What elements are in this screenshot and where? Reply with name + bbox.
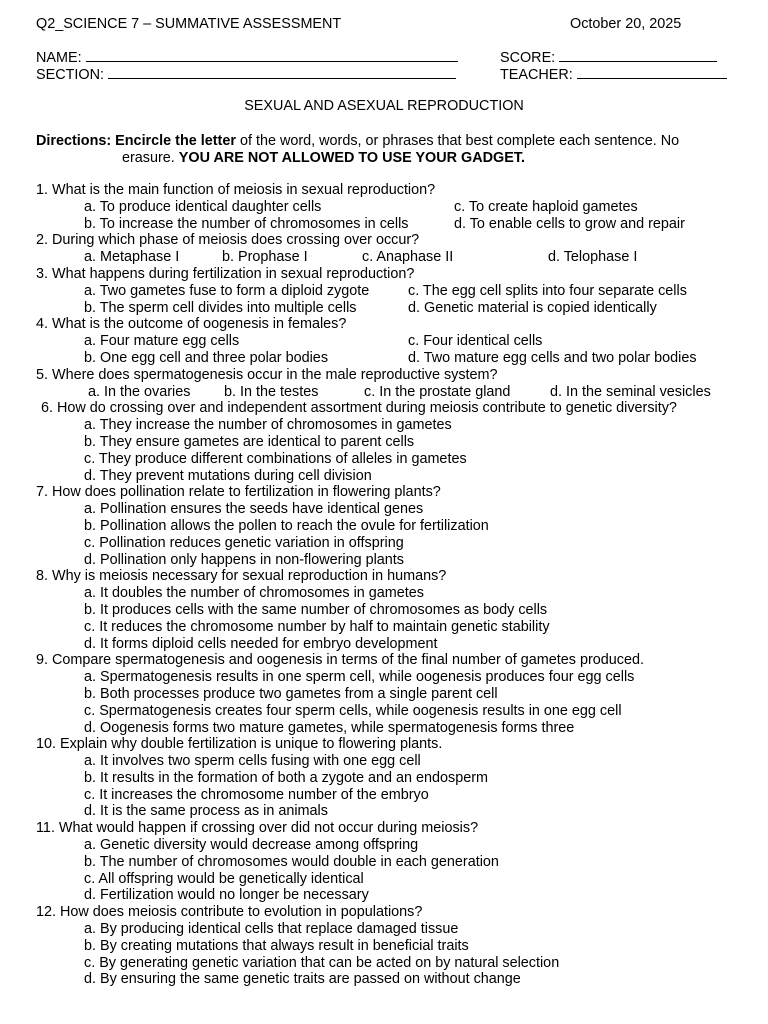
- option-row: [36, 871, 756, 888]
- directions-label: Directions:: [36, 133, 112, 149]
- option-a[interactable]: a. To produce identical daughter cells: [84, 198, 322, 215]
- option-row: [36, 468, 756, 485]
- question-1: 1. What is the main function of meiosis in sexual reproduction?: [36, 182, 436, 198]
- option-a[interactable]: a. By producing identical cells that replace damaged tissue: [84, 921, 459, 938]
- exam-date: October 20, 2025: [570, 16, 682, 32]
- page-title: SEXUAL AND ASEXUAL REPRODUCTION: [244, 98, 524, 114]
- option-row: [36, 249, 756, 266]
- option-d[interactable]: d. Pollination only happens in non-flowering plants: [84, 551, 405, 568]
- option-a[interactable]: a. In the ovaries: [88, 383, 191, 400]
- directions-line-1: [36, 133, 679, 150]
- option-row: [36, 887, 756, 904]
- question-8: 8. Why is meiosis necessary for sexual reproduction in humans?: [36, 568, 447, 585]
- option-row: [36, 720, 756, 737]
- option-c[interactable]: c. They produce different combinations of alleles in gametes: [84, 450, 467, 467]
- directions-line-2: [122, 150, 525, 167]
- option-row: [36, 518, 756, 535]
- option-row: [36, 938, 756, 955]
- question-5: 5. Where does spermatogenesis occur in the male reproductive system?: [36, 366, 498, 383]
- option-row: [36, 753, 756, 770]
- option-c[interactable]: c. It increases the chromosome number of the embryo: [84, 786, 429, 803]
- option-row: [36, 686, 756, 703]
- directions-text-2: erasure.: [122, 150, 179, 166]
- question-3: 3. What happens during fertilization in sexual reproduction?: [36, 265, 415, 282]
- option-row: [36, 451, 756, 468]
- option-d[interactable]: d. Two mature egg cells and two polar bodies: [408, 349, 697, 366]
- option-row: [36, 602, 756, 619]
- option-row: [36, 535, 756, 552]
- question-6: 6. How do crossing over and independent assortment during meiosis contribute to genetic diversity?: [41, 400, 677, 417]
- option-row: [36, 333, 756, 350]
- option-d[interactable]: d. It forms diploid cells needed for embryo development: [84, 635, 438, 652]
- option-row: [36, 636, 756, 653]
- option-row: [36, 216, 756, 233]
- option-row: [36, 384, 756, 401]
- option-row: [36, 199, 756, 216]
- option-a[interactable]: a. Spermatogenesis results in one sperm cell, while oogenesis produces four egg cells: [84, 669, 635, 686]
- option-row: [36, 854, 756, 871]
- option-b[interactable]: b. Prophase I: [222, 249, 308, 266]
- option-b[interactable]: b. Both processes produce two gametes from a single parent cell: [84, 685, 498, 702]
- option-a[interactable]: a. Metaphase I: [84, 249, 180, 266]
- question-4: 4. What is the outcome of oogenesis in females?: [36, 316, 347, 333]
- option-row: [36, 669, 756, 686]
- option-c[interactable]: c. Four identical cells: [408, 333, 543, 350]
- option-d[interactable]: d. It is the same process as in animals: [84, 803, 328, 820]
- option-b[interactable]: b. In the testes: [224, 383, 319, 400]
- directions-text: of the word, words, or phrases that best complete each sentence. No: [235, 133, 680, 149]
- option-a[interactable]: a. They increase the number of chromosomes in gametes: [84, 417, 452, 434]
- option-c[interactable]: c. Anaphase II: [362, 249, 454, 266]
- score-field[interactable]: [500, 49, 717, 67]
- option-row: [36, 837, 756, 854]
- section-field[interactable]: [36, 66, 456, 84]
- option-row: [36, 703, 756, 720]
- question-7: 7. How does pollination relate to fertilization in flowering plants?: [36, 484, 441, 501]
- question-2: 2. During which phase of meiosis does crossing over occur?: [36, 232, 420, 249]
- option-row: [36, 434, 756, 451]
- option-row: [36, 971, 756, 988]
- gadget-warning: YOU ARE NOT ALLOWED TO USE YOUR GADGET.: [178, 150, 525, 166]
- question-list: [36, 182, 756, 988]
- name-line: [86, 49, 458, 62]
- option-row: [36, 283, 756, 300]
- option-row: [36, 552, 756, 569]
- teacher-field[interactable]: [500, 66, 727, 84]
- option-c[interactable]: c. In the prostate gland: [364, 383, 511, 400]
- option-row: [36, 921, 756, 938]
- option-c[interactable]: c. It reduces the chromosome number by half to maintain genetic stability: [84, 618, 550, 635]
- option-d[interactable]: d. Genetic material is copied identically: [408, 299, 657, 316]
- option-c[interactable]: c. The egg cell splits into four separate cells: [408, 282, 687, 299]
- option-row: [36, 300, 756, 317]
- option-row: [36, 787, 756, 804]
- option-b[interactable]: b. It results in the formation of both a zygote and an endosperm: [84, 769, 488, 786]
- option-row: [36, 803, 756, 820]
- option-d[interactable]: d. Oogenesis forms two mature gametes, while spermatogenesis forms three: [84, 719, 575, 736]
- question-9: 9. Compare spermatogenesis and oogenesis in terms of the final number of gametes produced.: [36, 652, 644, 669]
- option-b[interactable]: b. One egg cell and three polar bodies: [84, 349, 329, 366]
- option-row: [36, 955, 756, 972]
- teacher-line: [577, 66, 727, 79]
- option-b[interactable]: b. They ensure gametes are identical to parent cells: [84, 433, 415, 450]
- option-d[interactable]: d. In the seminal vesicles: [550, 383, 711, 400]
- option-c[interactable]: c. To create haploid gametes: [454, 198, 638, 215]
- question-12: 12. How does meiosis contribute to evolution in populations?: [36, 904, 423, 921]
- option-row: [36, 585, 756, 602]
- option-a[interactable]: a. Two gametes fuse to form a diploid zygote: [84, 282, 370, 299]
- question-10: 10. Explain why double fertilization is unique to flowering plants.: [36, 736, 443, 753]
- option-row: [36, 770, 756, 787]
- option-row: [36, 350, 756, 367]
- option-c[interactable]: c. By generating genetic variation that can be acted on by natural selection: [84, 954, 560, 971]
- course-header: Q2_SCIENCE 7 – SUMMATIVE ASSESSMENT: [36, 16, 342, 32]
- section-line: [108, 66, 456, 79]
- option-a[interactable]: a. It doubles the number of chromosomes in gametes: [84, 585, 424, 602]
- option-row: [36, 501, 756, 518]
- option-c[interactable]: c. All offspring would be genetically identical: [84, 870, 364, 887]
- question-11: 11. What would happen if crossing over did not occur during meiosis?: [36, 820, 479, 837]
- option-d[interactable]: d. To enable cells to grow and repair: [454, 215, 685, 232]
- option-b[interactable]: b. Pollination allows the pollen to reach the ovule for fertilization: [84, 517, 489, 534]
- name-label: NAME:: [36, 50, 82, 66]
- option-a[interactable]: a. Four mature egg cells: [84, 333, 240, 350]
- option-d[interactable]: d. Telophase I: [548, 249, 638, 266]
- section-label: SECTION:: [36, 67, 104, 83]
- option-row: [36, 619, 756, 636]
- option-b[interactable]: b. It produces cells with the same number of chromosomes as body cells: [84, 601, 548, 618]
- option-b[interactable]: b. To increase the number of chromosomes in cells: [84, 215, 409, 232]
- option-c[interactable]: c. Spermatogenesis creates four sperm cells, while oogenesis results in one egg cell: [84, 702, 622, 719]
- option-d[interactable]: d. They prevent mutations during cell division: [84, 467, 372, 484]
- option-a[interactable]: a. It involves two sperm cells fusing with one egg cell: [84, 753, 421, 770]
- score-line: [559, 49, 717, 62]
- option-b[interactable]: b. The sperm cell divides into multiple cells: [84, 299, 357, 316]
- option-a[interactable]: a. Pollination ensures the seeds have identical genes: [84, 501, 424, 518]
- option-b[interactable]: b. By creating mutations that always result in beneficial traits: [84, 937, 469, 954]
- directions-bold: Encircle the letter: [115, 133, 236, 149]
- option-d[interactable]: d. By ensuring the same genetic traits are passed on without change: [84, 971, 521, 988]
- score-label: SCORE:: [500, 50, 556, 66]
- name-field[interactable]: [36, 49, 458, 67]
- option-a[interactable]: a. Genetic diversity would decrease among offspring: [84, 837, 419, 854]
- option-d[interactable]: d. Fertilization would no longer be necessary: [84, 887, 369, 904]
- option-c[interactable]: c. Pollination reduces genetic variation in offspring: [84, 534, 404, 551]
- option-b[interactable]: b. The number of chromosomes would double in each generation: [84, 853, 499, 870]
- teacher-label: TEACHER:: [500, 67, 573, 83]
- option-row: [36, 417, 756, 434]
